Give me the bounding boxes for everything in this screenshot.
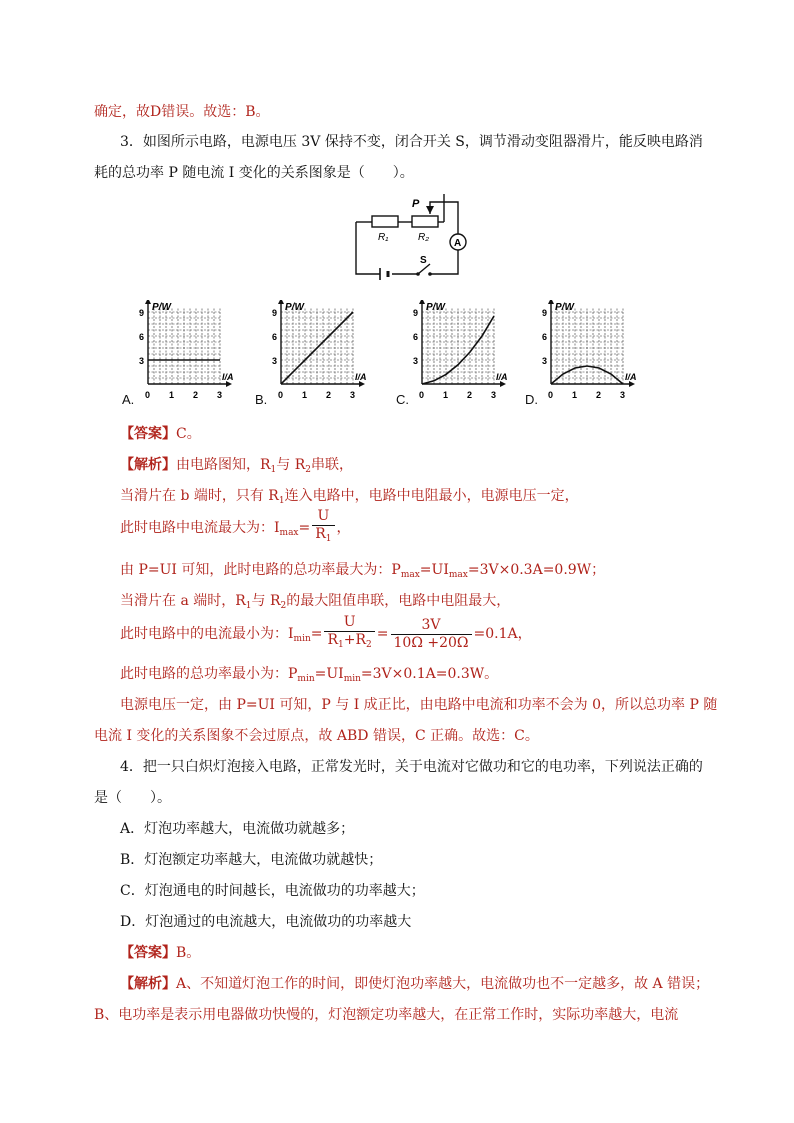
x-tick-label: 1 <box>572 390 578 400</box>
analysis-line-7: 此时电路的总功率最小为：$P_{min}=UI_{min}=3V\times 0.1A=0.3W$。 <box>120 666 499 684</box>
analysis-line-11: B、电功率是表示用电器做功快慢的，灯泡额定功率越大，在正常工作时，实际功率越大，电流 <box>94 1007 679 1023</box>
circuit-diagram <box>348 194 468 280</box>
y-axis-label: P/W <box>285 302 304 313</box>
x-axis-label: I/A <box>222 372 234 382</box>
label-p: P <box>412 198 420 210</box>
graph-option-label-c: C. <box>396 392 409 407</box>
question-3-line-2: 耗的总功率 P 随电流 I 变化的关系图象是（ ）。 <box>94 165 414 181</box>
y-tick-label: 9 <box>542 308 548 318</box>
x-tick-label: 3 <box>217 390 223 400</box>
graph-option-label-d: D. <box>525 392 538 407</box>
graph-option-a <box>118 300 244 410</box>
label-r1: R₁ <box>378 232 389 243</box>
label-switch: S <box>420 255 427 266</box>
analysis-line-3: 此时电路中电流最大为：$I_{max}=$ $\frac{U}{R_1}$ ， <box>120 508 351 544</box>
graph-option-d <box>521 300 647 410</box>
graph-option-c <box>392 300 518 410</box>
x-tick-label: 1 <box>302 390 308 400</box>
label-r2: R₂ <box>418 232 430 243</box>
graph-option-label-a: A. <box>122 392 135 407</box>
analysis-line-10 <box>120 974 709 994</box>
y-axis-label: P/W <box>152 302 171 313</box>
x-tick-label: 1 <box>443 390 449 400</box>
analysis-tag: 【解析】 <box>120 457 176 473</box>
answer-line <box>120 424 201 444</box>
y-tick-label: 9 <box>272 308 278 318</box>
question-4-line-1: 4．把一只白炽灯泡接入电路，正常发光时，关于电流对它做功和它的电功率，下列说法正确的 <box>120 759 703 775</box>
y-tick-label: 3 <box>139 356 145 366</box>
x-tick-label: 2 <box>326 390 332 400</box>
x-tick-label: 0 <box>278 390 284 400</box>
switch-contact-icon <box>416 272 420 276</box>
x-axis-label: I/A <box>355 372 367 382</box>
text-line: 确定，故D错误。故选：B。 <box>94 104 270 120</box>
answer-tag: 【答案】 <box>120 426 176 442</box>
x-tick-label: 1 <box>169 390 175 400</box>
answer-line-2 <box>120 943 200 963</box>
answer-tag: 【答案】 <box>120 945 176 961</box>
analysis-line-1 <box>120 455 353 480</box>
x-tick-label: 0 <box>548 390 554 400</box>
x-tick-label: 2 <box>596 390 602 400</box>
y-tick-label: 3 <box>542 356 548 366</box>
y-axis-arrow-icon <box>548 300 554 304</box>
switch-contact-icon <box>428 272 432 276</box>
x-tick-label: 3 <box>350 390 356 400</box>
x-tick-label: 2 <box>467 390 473 400</box>
option-c: C．灯泡通电的时间越长，电流做功的功率越大； <box>120 883 425 899</box>
y-tick-label: 6 <box>272 332 278 342</box>
analysis-line-9: 电流 I 变化的关系图象不会过原点，故 ABD 错误，C 正确。故选：C。 <box>94 728 539 744</box>
y-axis-label: P/W <box>555 302 574 313</box>
y-tick-label: 9 <box>413 308 419 318</box>
x-tick-label: 0 <box>145 390 151 400</box>
analysis-text: 由电路图知，$R_1$与 $R_2$串联， <box>176 457 354 475</box>
y-tick-label: 6 <box>542 332 548 342</box>
y-tick-label: 6 <box>139 332 145 342</box>
graph-option-b <box>251 300 377 410</box>
option-d: D．灯泡通过的电流越大，电流做功的功率越大 <box>120 914 412 930</box>
analysis-tag: 【解析】 <box>120 976 176 992</box>
x-axis-label: I/A <box>625 372 637 382</box>
y-axis-arrow-icon <box>419 300 425 304</box>
answer-text: C。 <box>176 426 201 442</box>
answer-text: B。 <box>176 945 201 961</box>
y-axis-label: P/W <box>426 302 445 313</box>
question-4-line-2: 是（ ）。 <box>94 790 171 806</box>
slider-arrow-icon <box>426 206 434 214</box>
option-b: B．灯泡额定功率越大，电流做功就越快； <box>120 852 383 868</box>
x-tick-label: 3 <box>620 390 626 400</box>
y-tick-label: 3 <box>413 356 419 366</box>
y-tick-label: 9 <box>139 308 145 318</box>
analysis-line-8: 电源电压一定，由 P=UI 可知，P 与 I 成正比，由电路中电流和功率不会为 0，所以总功率 P 随 <box>120 697 718 713</box>
question-3-line-1: 3．如图所示电路，电源电压 3V 保持不变，闭合开关 S，调节滑动变阻器滑片，能反映电路消 <box>120 134 703 150</box>
x-tick-label: 0 <box>419 390 425 400</box>
analysis-line-4: 由 P=UI 可知，此时电路的总功率最大为：$P_{max}=UI_{max}=3V\times 0.3A=0.9W$； <box>120 562 606 580</box>
x-tick-label: 3 <box>491 390 497 400</box>
analysis-line-5: 当滑片在 a 端时，$R_1$与 $R_2$的最大阻值串联，电路中电阻最大， <box>120 593 511 611</box>
x-axis-label: I/A <box>496 372 508 382</box>
y-axis-arrow-icon <box>278 300 284 304</box>
graph-option-label-b: B. <box>255 392 268 407</box>
analysis-line-6: 此时电路中的电流最小为：$I_{min}=$ $\frac{U}{R_1+R_2}$ = $\frac{3V}{10\Omega +20\Omega}$ =0.1A， <box>120 614 532 651</box>
x-tick-label: 2 <box>193 390 199 400</box>
analysis-text: A、不知道灯泡工作的时间，即使灯泡功率越大，电流做功也不一定越多，故 A 错误； <box>176 976 710 992</box>
label-ammeter: A <box>454 238 462 249</box>
option-a: A．灯泡功率越大，电流做功就越多； <box>120 821 355 837</box>
y-tick-label: 3 <box>272 356 278 366</box>
analysis-line-2: 当滑片在 b 端时，只有 $R_1$连入电路中，电路中电阻最小，电源电压一定， <box>120 488 579 506</box>
y-axis-arrow-icon <box>145 300 151 304</box>
y-tick-label: 6 <box>413 332 419 342</box>
